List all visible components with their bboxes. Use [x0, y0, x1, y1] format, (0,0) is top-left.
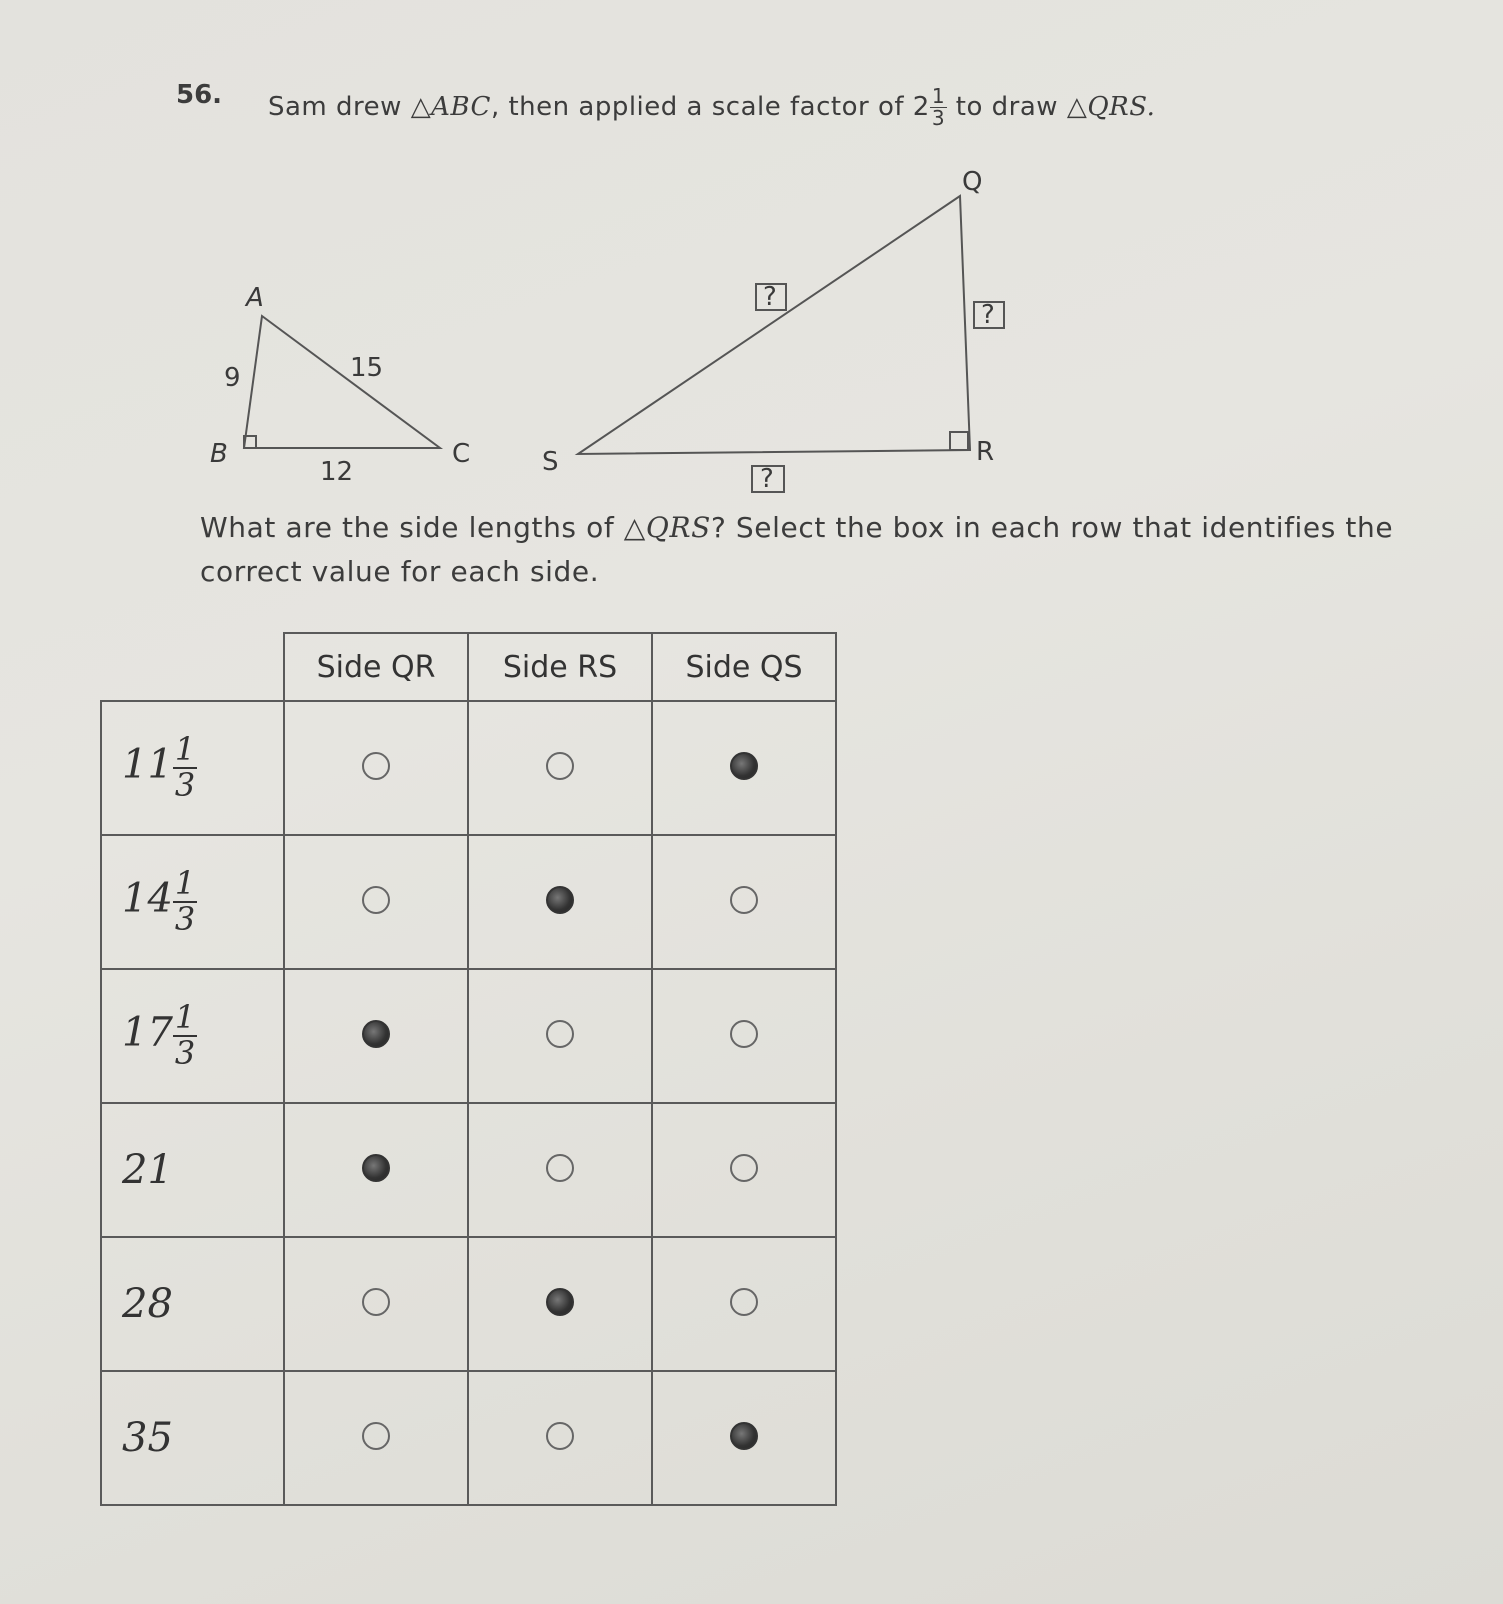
answer-cell: [468, 1237, 652, 1371]
answer-bubble-filled[interactable]: [730, 752, 758, 780]
answer-cell: [284, 1103, 468, 1237]
answer-bubble[interactable]: [730, 1020, 758, 1048]
row-value-label: 17 $\frac{1}{3}$: [101, 969, 284, 1103]
answer-bubble[interactable]: [362, 1422, 390, 1450]
row-value-label: 28: [101, 1237, 284, 1371]
answer-bubble[interactable]: [362, 752, 390, 780]
answer-bubble[interactable]: [546, 1422, 574, 1450]
answer-bubble-filled[interactable]: [730, 1422, 758, 1450]
table-row: [101, 701, 836, 835]
answer-bubble[interactable]: [546, 1020, 574, 1048]
table-row: [101, 1371, 836, 1505]
scale-factor-fraction: $\frac{1}{3}$: [931, 84, 946, 130]
header-row: [101, 633, 836, 701]
table-row: [101, 969, 836, 1103]
row-value-label: 14 $\frac{1}{3}$: [101, 835, 284, 969]
answer-cell: [468, 835, 652, 969]
table-row: [101, 1103, 836, 1237]
answer-bubble-filled[interactable]: [362, 1020, 390, 1048]
answer-cell: [468, 1103, 652, 1237]
table-row: [101, 1237, 836, 1371]
question-text: Sam drew △ABC, then applied a scale factor of 2 $\frac{1}{3}$ to draw △QRS.: [268, 84, 1156, 130]
answer-cell: [652, 1237, 836, 1371]
answer-bubble[interactable]: [730, 1288, 758, 1316]
answer-bubble[interactable]: [730, 1154, 758, 1182]
answer-cell: [284, 1237, 468, 1371]
vertex-q-label: Q: [962, 167, 983, 197]
vertex-a-label: A: [246, 283, 264, 313]
right-angle-r: [950, 432, 968, 450]
answer-cell: [284, 1371, 468, 1505]
triangles-figure: [0, 0, 1503, 520]
vertex-b-label: B: [210, 439, 228, 469]
answer-cell: [468, 969, 652, 1103]
triangle-qrs: [578, 196, 970, 454]
answer-cell: [652, 1371, 836, 1505]
answer-bubble[interactable]: [546, 1154, 574, 1182]
answer-cell: [284, 835, 468, 969]
answer-cell: [468, 1371, 652, 1505]
question-prompt: What are the side lengths of △QRS? Select the box in each row that identifies the correct value for each side.: [200, 511, 1394, 588]
row-fraction: $\frac{1}{3}$: [174, 864, 196, 938]
side-ab-length: 9: [224, 363, 241, 393]
answer-cell: [652, 835, 836, 969]
header-side-rs: Side RS: [468, 633, 652, 701]
vertex-s-label: S: [542, 447, 559, 477]
vertex-c-label: C: [452, 439, 471, 469]
unknown-qr-mark: ?: [981, 300, 995, 330]
vertex-r-label: R: [976, 437, 995, 467]
side-bc-length: 12: [320, 457, 354, 487]
header-side-qr: Side QR: [284, 633, 468, 701]
side-ac-length: 15: [350, 353, 384, 383]
row-value-label: 35: [101, 1371, 284, 1505]
answer-bubble[interactable]: [730, 886, 758, 914]
answer-bubble[interactable]: [362, 1288, 390, 1316]
answer-bubble[interactable]: [362, 886, 390, 914]
answer-cell: [284, 701, 468, 835]
answer-bubble-filled[interactable]: [546, 1288, 574, 1316]
question-number: 56.: [176, 80, 223, 110]
answer-grid: [100, 632, 837, 1506]
answer-cell: [652, 1103, 836, 1237]
header-side-qs: Side QS: [652, 633, 836, 701]
triangle-abc: [244, 316, 440, 448]
answer-cell: [652, 701, 836, 835]
row-value-label: 21: [101, 1103, 284, 1237]
table-row: [101, 835, 836, 969]
answer-cell: [468, 701, 652, 835]
row-value-label: 11 $\frac{1}{3}$: [101, 701, 284, 835]
answer-cell: [284, 969, 468, 1103]
row-fraction: $\frac{1}{3}$: [174, 998, 196, 1072]
corner-cell: [101, 633, 284, 701]
row-fraction: $\frac{1}{3}$: [174, 730, 196, 804]
answer-bubble-filled[interactable]: [362, 1154, 390, 1182]
answer-cell: [652, 969, 836, 1103]
unknown-qs-mark: ?: [763, 282, 777, 312]
unknown-rs-mark: ?: [760, 464, 774, 494]
answer-bubble[interactable]: [546, 752, 574, 780]
answer-bubble-filled[interactable]: [546, 886, 574, 914]
